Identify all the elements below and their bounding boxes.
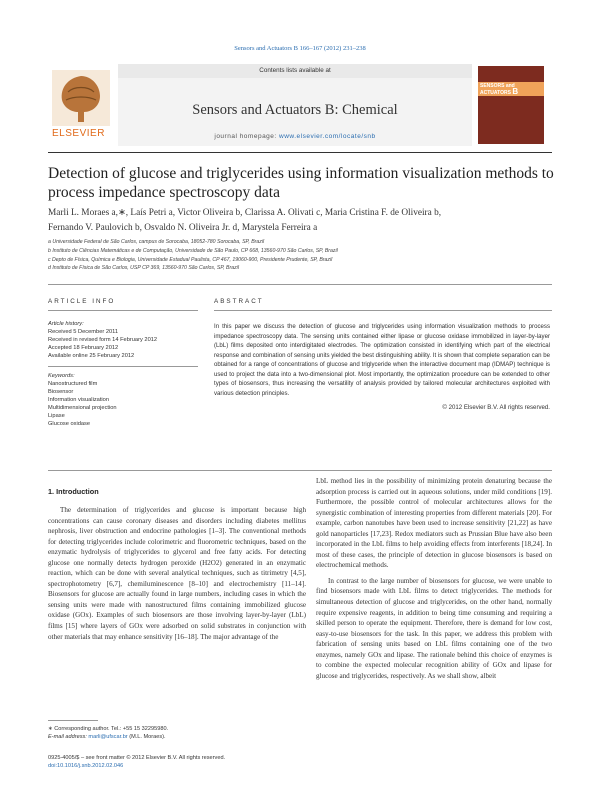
affiliation-c: c Depto de Física, Química e Biologia, Universidade Estadual Paulista, CP 467, 19060-900, Presidente Prudente, SP, Brazil [48,256,333,263]
keywords: Keywords: Nanostructured film Biosensor Information visualization Multidimensional projection Lipase Glucose oxidase [48,373,117,427]
doi-link[interactable]: doi:10.1016/j.snb.2012.02.046 [48,763,124,769]
history-rule [48,366,198,367]
journal-reference[interactable]: Sensors and Actuators B 166–167 (2012) 231–238 [234,45,366,52]
authors-line-2: Fernando V. Paulovich b, Osvaldo N. Oliveira Jr. d, Marystela Ferreira a [48,223,318,233]
journal-cover-image [478,66,544,144]
right-column [316,476,552,681]
journal-header [48,64,546,146]
abstract-rule [214,310,552,311]
divider [48,284,552,285]
issn-doi: 0925-4005/$ – see front matter © 2012 Elsevier B.V. All rights reserved. doi:10.1016/j.snb.2012.02.046 [48,754,308,770]
authors-line-1: Marli L. Moraes a,∗, Laís Petri a, Victor Oliveira b, Clarissa A. Olivati c, Maria Cristina F. de Oliveira b, [48,208,442,218]
article-info-heading: ARTICLE INFO [48,298,116,305]
left-column [48,505,306,642]
footnote: ∗ Corresponding author. Tel.: +55 15 32295980. E-mail address: marli@ufscar.br (M.L. Moraes). [48,726,169,740]
header-rule [48,152,552,153]
author-list [48,206,558,236]
publisher-name: ELSEVIER [52,128,105,139]
paragraph: The determination of triglycerides and glucose is important because high concentrations can cause coronary diseases and disorders including diabetes mellitus nephrosis, liver obstruction and endocrine pathologies [1–3]. The conventional methods for detecting triglycerides include colorimetric and fluorometric techniques, based on the enzymatic hydrolysis of triglycerides to glycerol and free fatty acids. For detecting glucose one normally detects hydrogen peroxide (H2O2) generated in an enzymatic reaction, which can be done with several analytical techniques, such as titrimetry [4,5], spectrophotometry [6,7], chemiluminescence [8–10] and electrochemistry [11–14]. Biosensors for glucose are actually found in large numbers, including cases in which the sensing units were made with nanostructured films containing immobilized glucose oxidase (GOx). Examples of such biosensors are those involving layer-by-layer (LbL) films [15] where layers of GOx were adsorbed on solid substrates in conjunction with other materials that may enhance sensitivity [16–18]. The major advantage of the [48,506,306,641]
footnote-rule [48,720,98,721]
elsevier-tree-logo [48,68,114,132]
paragraph: LbL method lies in the possibility of minimizing protein denaturing because the adsorption process is carried out in aqueous solutions, under mild conditions [19]. Furthermore, the possible control of molecular architectures allows for the synergistic combination of interesting properties from different materials [20]. For example, carbon nanotubes have been used to increase sensitivity [21,22] as have gold nanoparticles [17,23]. Redox mediators such as Prussian Blue have also been incorporated in the LbL films to help avoiding effects from interferents [18,24]. In most of these cases, the principle of detection in glucose biosensors is based on electrochemical methods. [316,477,552,570]
journal-name: Sensors and Actuators B: Chemical [192,102,398,118]
affiliation-b: b Instituto de Ciências Matemáticas e de Computação, Universidade de São Paulo, CP 668, 13560-970 São Carlos, SP, Brazil [48,247,338,254]
contents-bar: Contents lists available at [118,64,472,78]
copyright: © 2012 Elsevier B.V. All rights reserved. [442,404,550,411]
journal-banner [118,78,472,146]
section-heading-introduction: 1. Introduction [48,487,99,496]
abstract-text: In this paper we discuss the detection of glucose and triglycerides using information visualization methods to process impedance spectroscopy data. The sensing units contained either lipase or glucose oxidase immobilized in layer-by-layer (LbL) films deposited onto interdigitated electrodes. The optimization consisted in identifying which part of the electrical response and combination of sensing units yielded the best distinguishing ability. It is shown that complete separation can be obtained for a range of concentrations of glucose and triglyceride when the interactive document map (IDMAP) technique is used to project the data into a two-dimensional plot. Most importantly, the optimization procedure can be extended to other types of biosensors, thus increasing the versatility of analysis provided by tailored molecular architectures exploited with various detection principles. [214,323,550,397]
article-title: Detection of glucose and triglycerides using information visualization methods to process impedance spectroscopy data [48,165,554,201]
journal-homepage: journal homepage: www.elsevier.com/locate/snb [214,133,376,140]
article-info-rule [48,310,198,311]
homepage-link[interactable]: www.elsevier.com/locate/snb [279,133,376,140]
affiliation-a: a Universidade Federal de São Carlos, campus de Sorocaba, 18052-780 Sorocaba, SP, Brazil [48,239,265,245]
affiliation-d: d Instituto de Física de São Carlos, USP CP 369, 13560-970 São Carlos, SP, Brazil [48,265,239,272]
journal-cover-title: SENSORS and ACTUATORS B [480,83,519,96]
email-link[interactable]: marli@ufscar.br [88,734,128,740]
abstract-heading: ABSTRACT [214,298,264,305]
paragraph: In contrast to the large number of biosensors for glucose, we were unable to find biosensors made with LbL films to detect triglycerides. The methods for simultaneous detection of glucose and triglycerides, on the other hand, normally require expensive reagents, in addition to being time consuming and requiring a skilled person to operate the equipment. Therefore, there is demand for low cost, easy-to-use biosensors for the task. In this paper, we address this problem with fabrication of sensing units based on LbL films containing one of the two enzymes, namely GOx and lipase. The rationale behind this choice of enzymes is to combine the expected molecular recognition ability of GOx and lipase for glucose and triglycerides, respectively. As we shall show, albeit [316,576,552,680]
affiliations [48,238,558,273]
article-history: Article history: Received 5 December 2011 Received in revised form 14 February 2012 Accepted 18 February 2012 Available online 25 February 2012 [48,321,158,359]
abstract-bottom-rule [48,470,552,471]
